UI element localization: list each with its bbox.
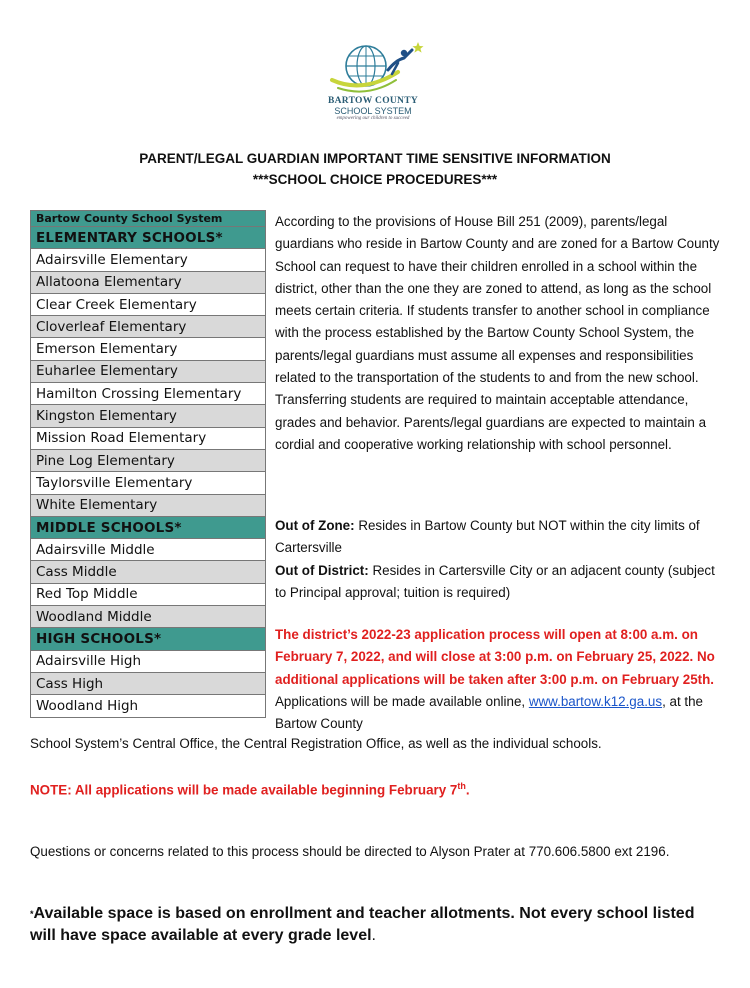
page-subtitle: ***SCHOOL CHOICE PROCEDURES*** bbox=[252, 172, 498, 187]
school-name: Taylorsville Elementary bbox=[31, 472, 266, 494]
school-name: Kingston Elementary bbox=[31, 405, 266, 427]
table-row bbox=[31, 405, 266, 427]
questions-contact: Questions or concerns related to this process should be directed to Alyson Prater at 770.606.5800 ext 2196. bbox=[30, 844, 670, 859]
deadline-paragraph bbox=[275, 624, 720, 735]
school-name: Red Top Middle bbox=[31, 583, 266, 605]
middle-header: MIDDLE SCHOOLS* bbox=[31, 516, 266, 538]
school-name: Hamilton Crossing Elementary bbox=[31, 383, 266, 405]
zone-definitions bbox=[275, 515, 720, 604]
disclaimer-text: Available space is based on enrollment and teacher allotments. Not every school listed will have space available at every grade level bbox=[30, 905, 695, 944]
page-title: PARENT/LEGAL GUARDIAN IMPORTANT TIME SENSITIVE INFORMATION bbox=[139, 151, 611, 166]
school-name: Clear Creek Elementary bbox=[31, 293, 266, 315]
note-superscript: th bbox=[457, 781, 466, 791]
table-row bbox=[31, 249, 266, 271]
note-text: NOTE: All applications will be made available beginning February 7 bbox=[30, 782, 458, 798]
logo-tagline: empowering our children to succeed bbox=[336, 116, 410, 121]
school-name: Allatoona Elementary bbox=[31, 271, 266, 293]
school-name: Euharlee Elementary bbox=[31, 360, 266, 382]
table-row bbox=[31, 494, 266, 516]
table-row bbox=[31, 672, 266, 694]
schools-table bbox=[30, 210, 266, 718]
availability-disclaimer bbox=[30, 903, 720, 947]
table-row bbox=[31, 316, 266, 338]
table-row bbox=[31, 449, 266, 471]
table-row bbox=[31, 293, 266, 315]
out-of-district-definition bbox=[275, 560, 720, 605]
school-name: White Elementary bbox=[31, 494, 266, 516]
table-row bbox=[31, 383, 266, 405]
school-name: Adairsville Middle bbox=[31, 539, 266, 561]
deadline-continuation: School System’s Central Office, the Central Registration Office, as well as the individual schools. bbox=[30, 736, 602, 751]
table-row bbox=[31, 360, 266, 382]
table-row bbox=[31, 271, 266, 293]
school-name: Pine Log Elementary bbox=[31, 449, 266, 471]
school-name: Adairsville High bbox=[31, 650, 266, 672]
note-end: . bbox=[465, 782, 470, 798]
school-name: Adairsville Elementary bbox=[31, 249, 266, 271]
logo-subtitle: SCHOOL SYSTEM bbox=[334, 106, 412, 116]
table-row bbox=[31, 539, 266, 561]
out-of-district-label: Out of District: bbox=[275, 562, 369, 578]
table-row bbox=[31, 427, 266, 449]
table-row bbox=[31, 472, 266, 494]
out-of-zone-label: Out of Zone: bbox=[275, 518, 355, 533]
school-name: Emerson Elementary bbox=[31, 338, 266, 360]
disclaimer-end: . bbox=[371, 927, 376, 944]
school-name: Cass Middle bbox=[31, 561, 266, 583]
school-name: Cloverleaf Elementary bbox=[31, 316, 266, 338]
district-website-link[interactable]: www.bartow.k12.ga.us bbox=[528, 693, 663, 709]
intro-paragraph: According to the provisions of House Bill 251 (2009), parents/legal guardians who reside in Bartow County and are zoned for a Bartow County School can request to have their children enrolled in a school within the district, other than the one they are zoned to attend, as long as the school meets certain criteria. If students transfer to another school in compliance with the process established by the Bartow County School System, the parents/legal guardians must assume all expenses and responsibilities related to the transportation of the students to and from the new school. Transferring students are required to maintain acceptable attendance, grades and behavior. Parents/legal guardians are expected to maintain a cordial and cooperative working relationship with school personnel. bbox=[275, 214, 720, 452]
logo-name: BARTOW COUNTY bbox=[327, 96, 419, 106]
elementary-header: ELEMENTARY SCHOOLS* bbox=[31, 227, 266, 249]
deadline-text-after-link: , at the Bartow County bbox=[275, 693, 704, 732]
out-of-district-text: Resides in Cartersville City or an adjacent county (subject to Principal approval; tuition is required) bbox=[275, 562, 715, 600]
school-name: Mission Road Elementary bbox=[31, 427, 266, 449]
note bbox=[30, 775, 730, 802]
school-name: Woodland Middle bbox=[31, 606, 266, 628]
out-of-zone-text: Resides in Bartow County but NOT within the city limits of Cartersville bbox=[275, 518, 700, 556]
deadline-text-before-link: Applications will be made available online, bbox=[275, 693, 529, 709]
table-row bbox=[31, 695, 266, 717]
table-system-header: Bartow County School System bbox=[31, 211, 266, 227]
logo-wordmark bbox=[318, 96, 428, 121]
table-row bbox=[31, 606, 266, 628]
table-row bbox=[31, 650, 266, 672]
table-row bbox=[31, 561, 266, 583]
table-row bbox=[31, 583, 266, 605]
school-name: Woodland High bbox=[31, 695, 266, 717]
deadline-notice: The district’s 2022-23 application process will open at 8:00 a.m. on February 7, 2022, and will close at 3:00 p.m. on February 25, 2022. No additional applications will be taken after 3:00 p.m. on February 25th. bbox=[275, 627, 715, 687]
out-of-zone-definition bbox=[275, 515, 720, 560]
table-row bbox=[31, 338, 266, 360]
disclaimer-star: * bbox=[30, 909, 34, 919]
school-name: Cass High bbox=[31, 672, 266, 694]
star-icon bbox=[413, 42, 424, 53]
child-reaching-icon bbox=[388, 50, 412, 74]
high-header: HIGH SCHOOLS* bbox=[31, 628, 266, 650]
